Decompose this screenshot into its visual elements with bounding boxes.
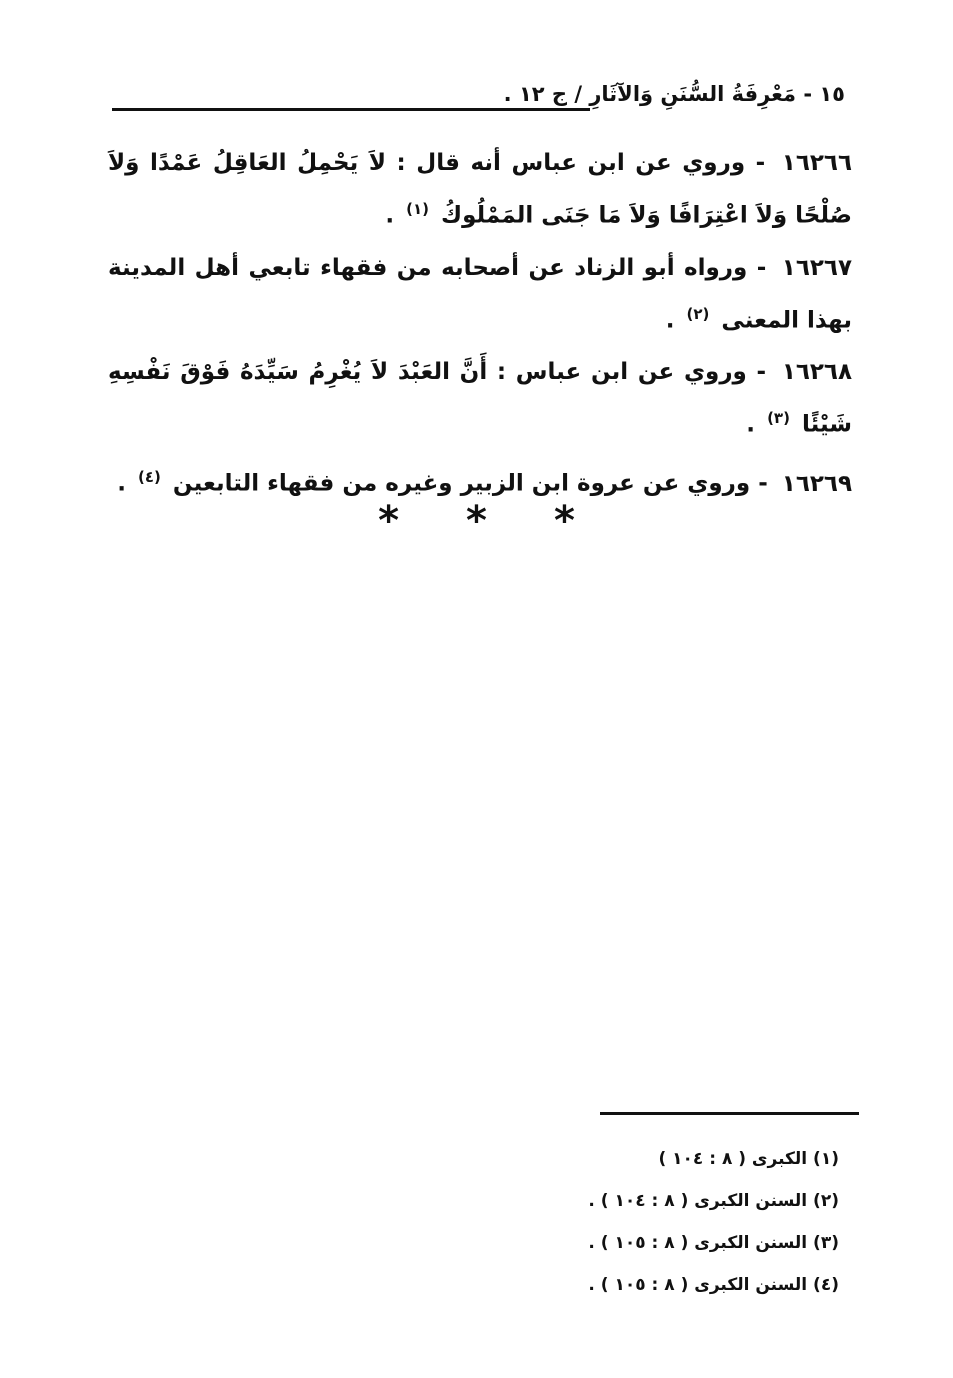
- footnote-2: (٢) السنن الكبرى ( ٨ : ١٠٤ ) .: [588, 1191, 839, 1211]
- entries-section: [108, 140, 852, 513]
- footnote-ref[interactable]: (٤): [138, 467, 161, 486]
- entry-end: .: [665, 307, 675, 334]
- entry-number: ١٦٢٦٦: [781, 150, 852, 176]
- separator-star: *: [378, 498, 400, 544]
- entry-text: - ورواه أبو الزناد عن أصحابه من فقهاء تابعي أهل المدينة بهذا المعنى: [108, 254, 852, 334]
- entry-number: ١٦٢٦٨: [781, 359, 853, 386]
- entry-text: - وروي عن ابن عباس أنه قال : لاَ يَحْمِلُ العَاقِلُ عَمْدًا وَلاَ صُلْحًا وَلاَ اعْتِرَافًا وَلاَ مَا جَنَى المَمْلُوكُ: [108, 150, 852, 229]
- entry-number: ١٦٢٦٩: [781, 470, 852, 497]
- entry-end: .: [117, 470, 126, 497]
- entry-text: - وروي عن ابن عباس : أَنَّ العَبْدَ لاَ يُغْرِمُ سَيِّدَهُ فَوْقَ نَفْسِهِ شَيْئًا: [108, 359, 852, 438]
- footnote-3: (٣) السنن الكبرى ( ٨ : ١٠٥ ) .: [588, 1233, 839, 1253]
- footnote-ref[interactable]: (١): [406, 200, 430, 218]
- section-separator: [0, 498, 953, 544]
- entry-16268: [108, 349, 852, 448]
- footnote-rule: [600, 1112, 859, 1115]
- entry-text: - وروي عن عروة ابن الزبير وغيره من فقهاء التابعين: [172, 470, 768, 497]
- footnote-ref[interactable]: (٢): [686, 304, 710, 323]
- footnotes-section: [479, 1138, 839, 1306]
- entry-16266: [108, 140, 852, 239]
- entry-16267: [108, 245, 852, 344]
- footnote-1: (١) الكبرى ( ٨ : ١٠٤ ): [658, 1149, 839, 1169]
- entry-number: ١٦٢٦٧: [781, 254, 852, 281]
- entry-end: .: [746, 411, 756, 438]
- header-rule: [112, 108, 590, 111]
- separator-star: *: [553, 498, 575, 544]
- running-head: ١٥ - مَعْرِفَةُ السُّنَنِ وَالآثَارِ / ج ١٢ .: [503, 82, 845, 106]
- entry-end: .: [385, 202, 395, 229]
- footnote-4: (٤) السنن الكبرى ( ٨ : ١٠٥ ) .: [588, 1275, 839, 1295]
- footnote-ref[interactable]: (٣): [767, 409, 790, 428]
- separator-star: *: [466, 498, 487, 544]
